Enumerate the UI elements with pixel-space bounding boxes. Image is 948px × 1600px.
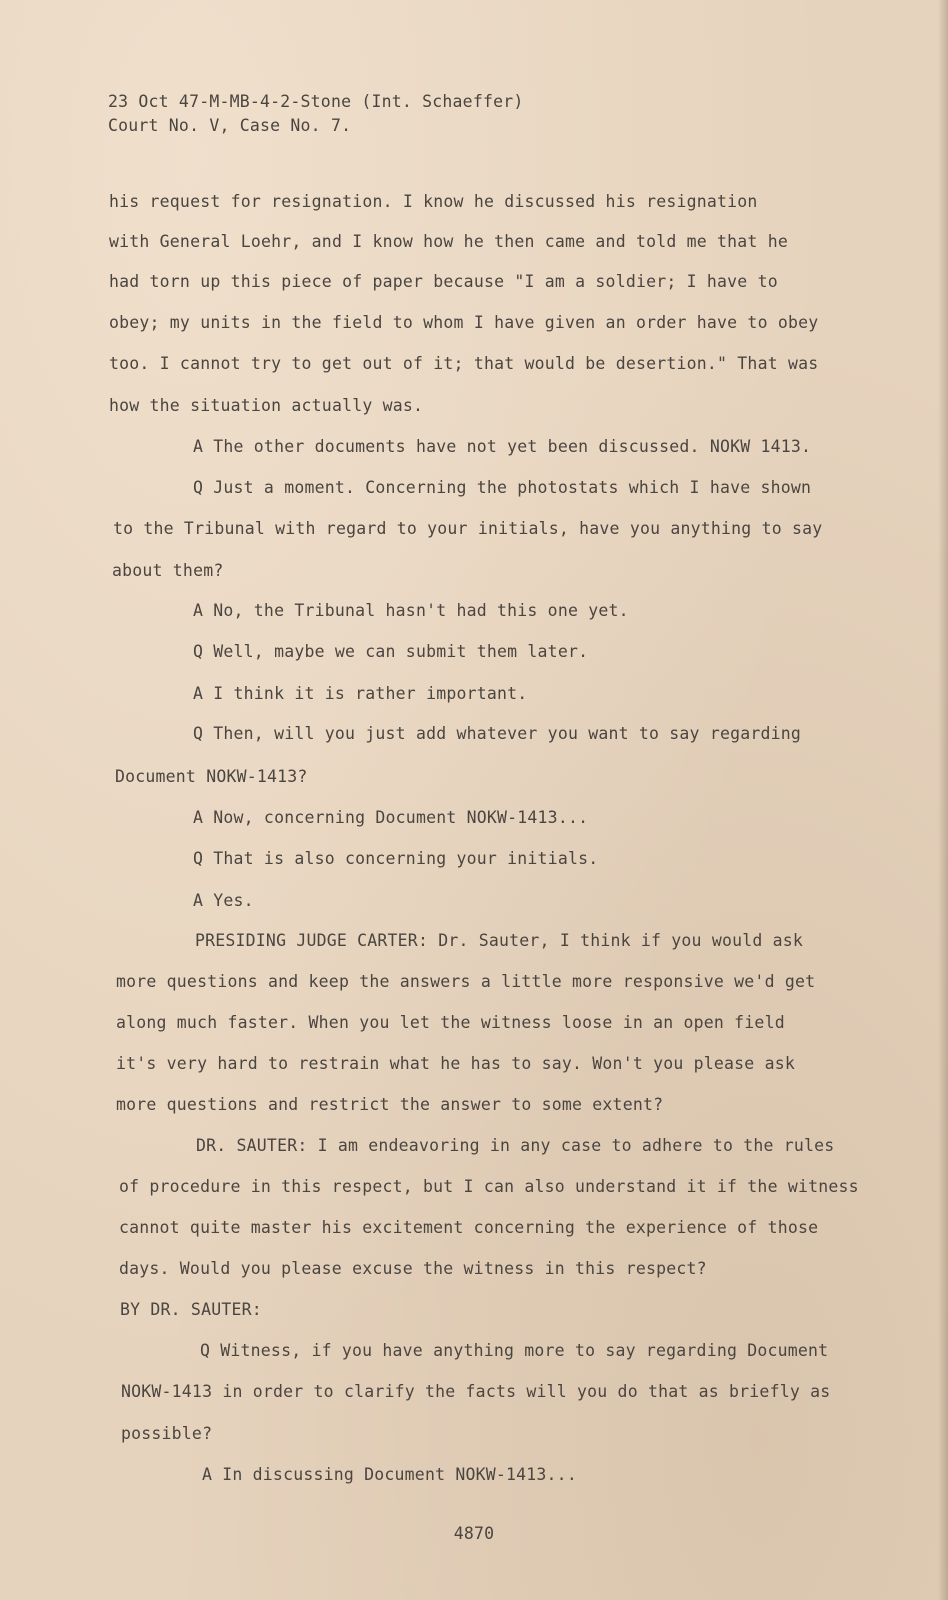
- text-line: to the Tribunal with regard to your initials, have you anything to say: [113, 519, 823, 538]
- answer-line: A I think it is rather important.: [193, 684, 528, 703]
- answer-line: A No, the Tribunal hasn't had this one yet.: [193, 601, 629, 620]
- text-line: obey; my units in the field to whom I have given an order have to obey: [109, 313, 819, 332]
- text-line: Document NOKW-1413?: [115, 767, 308, 786]
- text-line: days. Would you please excuse the witness in this respect?: [119, 1259, 707, 1278]
- text-line: too. I cannot try to get out of it; that would be desertion." That was: [109, 354, 819, 373]
- speaker-line: DR. SAUTER: I am endeavoring in any case to adhere to the rules: [196, 1136, 835, 1155]
- section-heading: BY DR. SAUTER:: [120, 1300, 262, 1319]
- text-line: his request for resignation. I know he discussed his resignation: [109, 192, 758, 211]
- text-line: had torn up this piece of paper because "I am a soldier; I have to: [109, 272, 778, 291]
- text-line: of procedure in this respect, but I can also understand it if the witness: [119, 1177, 859, 1196]
- header-line-1: 23 Oct 47-M-MB-4-2-Stone (Int. Schaeffer): [108, 92, 524, 111]
- page-number: 4870: [453, 1524, 495, 1543]
- text-line: how the situation actually was.: [109, 396, 424, 415]
- question-line: Q That is also concerning your initials.: [193, 849, 599, 868]
- question-line: Q Well, maybe we can submit them later.: [193, 642, 589, 661]
- text-line: with General Loehr, and I know how he then came and told me that he: [109, 232, 788, 251]
- text-line: possible?: [121, 1424, 213, 1443]
- answer-line: A Yes.: [193, 891, 254, 910]
- question-line: Q Just a moment. Concerning the photostats which I have shown: [193, 478, 812, 497]
- page-edge-shadow: [938, 0, 948, 1600]
- answer-line: A In discussing Document NOKW-1413...: [202, 1465, 577, 1484]
- header-line-2: Court No. V, Case No. 7.: [108, 116, 352, 135]
- text-line: it's very hard to restrain what he has to say. Won't you please ask: [116, 1054, 795, 1073]
- answer-line: A The other documents have not yet been discussed. NOKW 1413.: [193, 437, 812, 456]
- text-line: cannot quite master his excitement concerning the experience of those: [119, 1218, 819, 1237]
- question-line: Q Then, will you just add whatever you want to say regarding: [193, 724, 802, 743]
- text-line: more questions and restrict the answer to some extent?: [116, 1095, 664, 1114]
- text-line: about them?: [112, 561, 224, 580]
- text-line: more questions and keep the answers a little more responsive we'd get: [116, 972, 816, 991]
- text-line: along much faster. When you let the witness loose in an open field: [116, 1013, 785, 1032]
- question-line: Q Witness, if you have anything more to say regarding Document: [200, 1341, 829, 1360]
- text-line: NOKW-1413 in order to clarify the facts will you do that as briefly as: [121, 1382, 831, 1401]
- speaker-line: PRESIDING JUDGE CARTER: Dr. Sauter, I think if you would ask: [195, 931, 804, 950]
- answer-line: A Now, concerning Document NOKW-1413...: [193, 808, 589, 827]
